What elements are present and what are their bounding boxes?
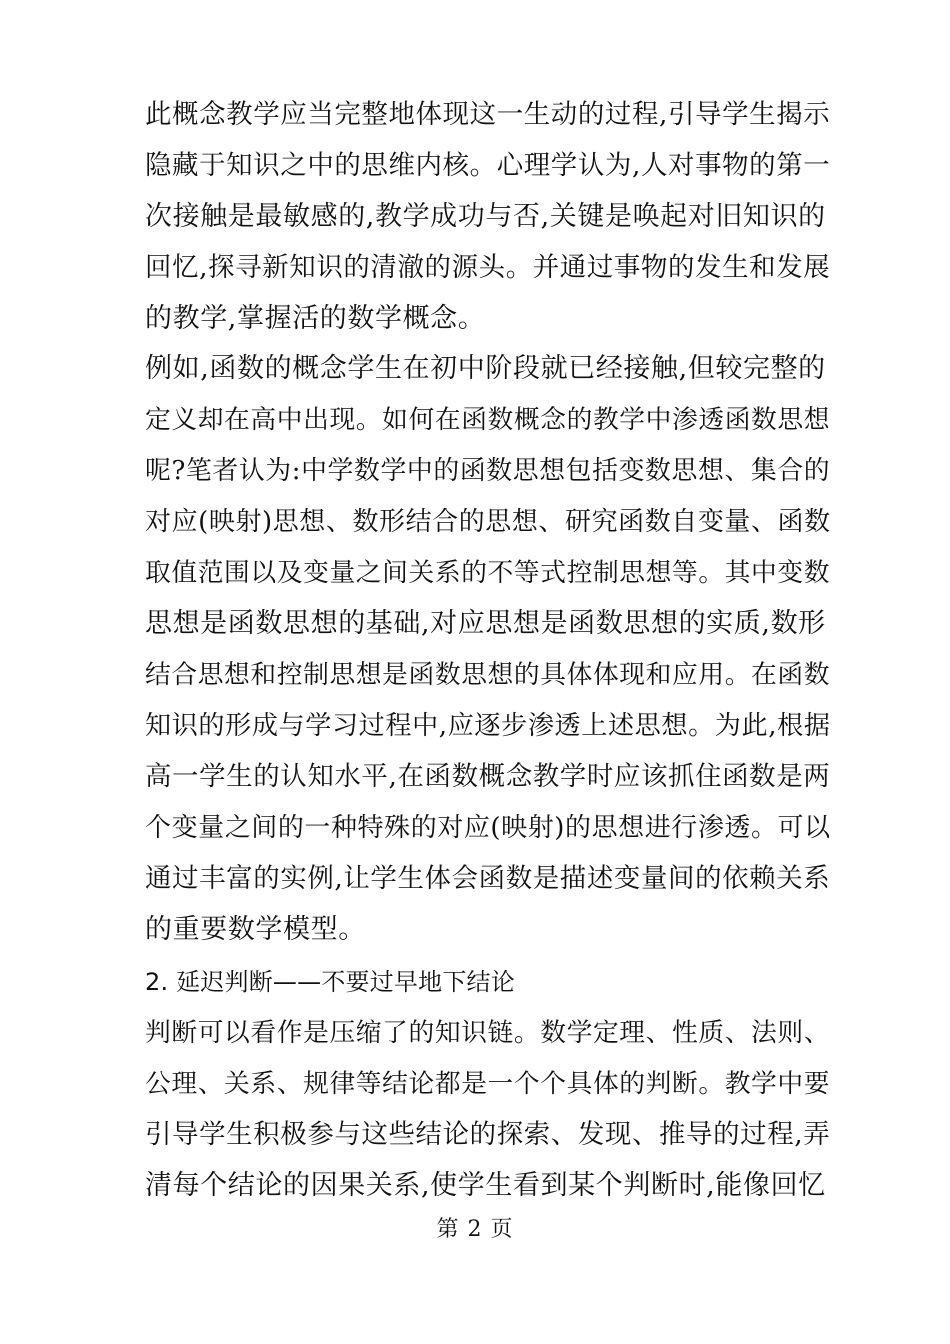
paragraph-2-line-6: 思想是函数思想的基础,对应思想是函数思想的实质,数形	[145, 608, 826, 639]
paragraph-3-line-4: 清每个结论的因果关系,使学生看到某个判断时,能像回忆	[145, 1170, 826, 1201]
paragraph-1-line-2: 隐藏于知识之中的思维内核。心理学认为,人对事物的第一	[145, 150, 831, 181]
paragraph-2-line-11: 通过丰富的实例,让学生体会函数是描述变量间的依赖关系	[145, 863, 831, 894]
paragraph-2-line-9: 高一学生的认知水平,在函数概念教学时应该抓住函数是两	[145, 761, 831, 792]
paragraph-3-line-2: 公理、关系、规律等结论都是一个个具体的判断。教学中要	[145, 1069, 831, 1099]
paragraph-2-line-8: 知识的形成与学习过程中,应逐步渗透上述思想。为此,根据	[145, 711, 831, 741]
paragraph-2-line-4: 对应(映射)思想、数形结合的思想、研究函数自变量、函数	[145, 507, 831, 537]
paragraph-2-line-1: 例如,函数的概念学生在初中阶段就已经接触,但较完整的	[145, 353, 826, 384]
paragraph-2-line-3: 呢?笔者认为:中学数学中的函数思想包括变数思想、集合的	[145, 456, 831, 486]
paragraph-3-line-1: 判断可以看作是压缩了的知识链。数学定理、性质、法则、	[145, 1018, 831, 1048]
page-number: 第 2 页	[436, 1217, 514, 1242]
paragraph-3-line-3: 引导学生积极参与这些结论的探索、发现、推导的过程,弄	[145, 1119, 831, 1150]
paragraph-2-line-12: 的重要数学模型。	[145, 914, 366, 945]
paragraph-2-line-7: 结合思想和控制思想是函数思想的具体体现和应用。在函数	[145, 660, 831, 690]
paragraph-1-line-4: 回忆,探寻新知识的清澈的源头。并通过事物的发生和发展	[145, 252, 831, 283]
section-heading: 2. 延迟判断——不要过早地下结论	[145, 968, 515, 996]
paragraph-1-line-3: 次接触是最敏感的,教学成功与否,关键是唤起对旧知识的	[145, 201, 826, 232]
paragraph-2-line-2: 定义却在高中出现。如何在函数概念的教学中渗透函数思想	[145, 405, 831, 435]
paragraph-2-line-5: 取值范围以及变量之间关系的不等式控制思想等。其中变数	[145, 558, 831, 588]
paragraph-2-line-10: 个变量之间的一种特殊的对应(映射)的思想进行渗透。可以	[145, 813, 831, 843]
paragraph-1-line-5: 的教学,掌握活的数学概念。	[145, 303, 486, 334]
paragraph-1-line-1: 此概念教学应当完整地体现这一生动的过程,引导学生揭示	[145, 99, 831, 130]
